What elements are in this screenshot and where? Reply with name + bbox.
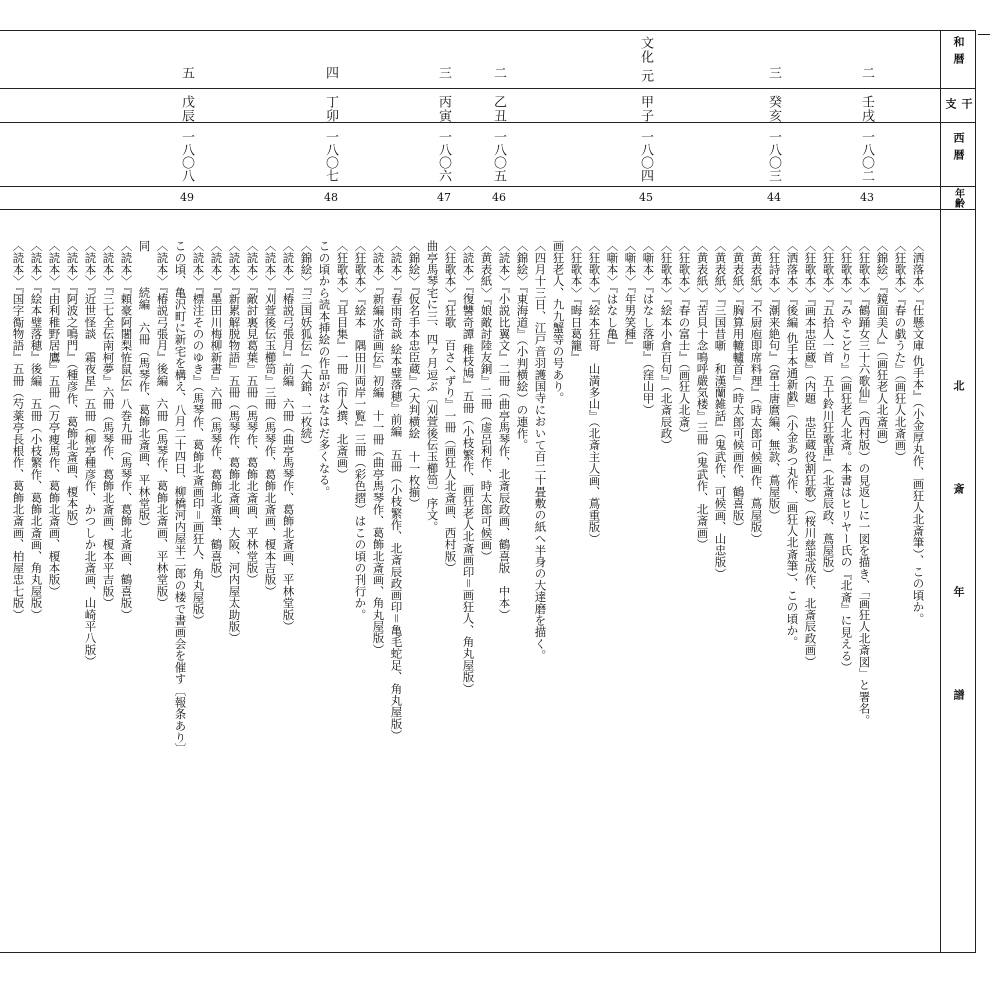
entry-line: 画狂老人、九九蟹等の号あり。: [551, 240, 566, 404]
entry-line: 〈狂歌本〉『晦日葛籠』: [569, 240, 584, 363]
corner-mark: [978, 34, 990, 35]
entry-line: 〈読本〉『絵本璧落穂』後編 五冊（小枝繁作、葛飾北斎画、角丸屋版）: [29, 240, 44, 621]
era-cell: 二: [491, 66, 506, 81]
entry-line: 〈洒落本〉『仕懸文庫 仇手本』（小金厚丸作、画狂人北斎筆）、この頃か。: [911, 240, 926, 625]
era-cell: 文化 元: [638, 36, 653, 84]
entry-line: 〈黄表紙〉『娘敵討陸友銅』二冊（虚呂利作、時太郎可候画）: [479, 240, 494, 562]
entry-line: 〈黄表紙〉『胸算用轆轤首』（時太郎可候画作、鶴喜版）: [731, 240, 746, 533]
entry-line: 〈読本〉『新累解脱物語』五冊（馬琴作、葛飾北斎画、大阪、河内屋太助版）: [227, 240, 242, 644]
age-cell: 46: [492, 191, 506, 204]
entry-line: 〈狂歌本〉『春の戯うた』（画狂人北斎画）: [893, 240, 908, 463]
age-cell: 47: [437, 191, 451, 204]
entry-line: 〈錦絵〉『三国妖狐伝』（大錦、二枚続）: [299, 240, 314, 451]
entry-line: 〈狂歌本〉『五拾人一首 五十鈴川狂歌車』（北斎辰政、蔦屋版）: [821, 240, 836, 580]
age-cell: 44: [767, 191, 781, 204]
page-title-text: 北斎年譜: [952, 380, 965, 792]
year-cell: 一八〇七: [323, 130, 338, 182]
page-title: [942, 380, 974, 840]
entry-line: 〈読本〉『椿説弓張月』後編 六冊（馬琴作、葛飾北斎画、平林堂版）: [155, 240, 170, 609]
entry-line: 〈読本〉『春雨奇談 絵本璧落穂』前編 五冊（小枝繁作、北斎辰政画印＝亀毛蛇足、角丸屋版）: [389, 240, 404, 742]
entry-line: 〈狂歌本〉『鶴踊女三十六歌仙』（西村版）の見返しに一図を描き、「画狂人北斎図」と署名。: [857, 240, 872, 726]
entry-line: 〈噺本〉『はなし亀』: [605, 240, 620, 352]
entry-line: 〈狂歌本〉『春の富士』（画狂人北斎）: [677, 240, 692, 440]
kanshi-cell: 戊辰: [179, 95, 194, 123]
entry-line: 〈錦絵〉『鏡面美人』（画狂老人北斎画）: [875, 240, 890, 451]
era-cell: 三: [766, 66, 781, 81]
entry-line: 〈黄表紙〉『不厨庖即席料理』（時太郎可候画作、蔦屋版）: [749, 240, 764, 545]
year-cell: 一八〇四: [638, 130, 653, 182]
top-rule: [0, 30, 976, 31]
kanshi-cell: 丙寅: [436, 95, 451, 123]
entry-line: 〈読本〉『阿波之鳴門』（種彦作、葛飾北斎画、榎本版）: [65, 240, 80, 533]
era-cell: 四: [323, 66, 338, 81]
entry-line: 〈読本〉『椿説弓張月』前編 六冊（曲亭馬琴作、葛飾北斎画、平林堂版）: [281, 240, 296, 633]
kanshi-row-rule: [0, 122, 976, 123]
kanshi-cell: 癸亥: [766, 95, 781, 123]
age-header: [942, 188, 974, 208]
entry-line: 〈噺本〉『年男笑種』: [623, 240, 638, 352]
entry-line: 〈読本〉『三七全伝南柯夢』六冊（馬琴作、葛飾北斎画、榎本平吉版）: [101, 240, 116, 609]
entry-line: 〈狂詩本〉『潮来絶句』（富士唐麿編、無款、蔦屋版）: [767, 240, 782, 521]
kanshi-cell: 壬戌: [859, 95, 874, 123]
age-cell: 45: [639, 191, 653, 204]
era-row-rule: [0, 88, 976, 89]
entry-line: 〈錦絵〉『東海道』（小判横絵）の連作。: [515, 240, 530, 451]
entry-line: 〈読本〉『墨田川梅柳新書』六冊（馬琴作、葛飾北斎筆、鶴喜版）: [209, 240, 224, 586]
entry-line: この頃から読本挿絵の作品がはなはだ多くなる。: [317, 240, 332, 498]
entry-line: 〈狂歌本〉『耳目集』一冊（市人撰、北斎画）: [335, 240, 350, 480]
age-row-rule: [0, 209, 976, 210]
entry-line: 〈読本〉『新編水滸画伝』初編 十一冊（曲亭馬琴作、葛飾北斎画、角丸屋版）: [371, 240, 386, 656]
era-header: [942, 36, 974, 86]
entry-line: 〈読本〉『敵討裏見葛葉』五冊（馬琴作、葛飾北斎画、平林堂版）: [245, 240, 260, 586]
header-column-rule: [940, 30, 941, 952]
entry-line: 〈狂歌本〉『絵本小倉百句』（北斎辰政）: [659, 240, 674, 451]
era-cell: 二: [859, 66, 874, 81]
entry-line: 同 続編 六冊（馬琴作、葛飾北斎画、平林堂版）: [137, 240, 152, 533]
entry-line: 〈読本〉『国字鵆物語』五冊（芍薬亭長根作、葛飾北斎画、柏屋忠七版）: [11, 240, 26, 621]
entry-line: 〈狂歌本〉『みやこどり』（画狂老人北斎。本書はヒリヤー氏の『北斎』に見える）: [839, 240, 854, 674]
right-edge-rule: [975, 30, 976, 952]
era-cell: 三: [436, 66, 451, 81]
entry-line: 〈読本〉『標注そののゆき』（馬琴作、葛飾北斎画印＝画狂人、角丸屋版）: [191, 240, 206, 627]
kanshi-cell: 甲子: [638, 95, 653, 123]
entry-line: 〈狂歌本〉『絵本 隅田川両岸一覧』三冊（彩色摺）はこの頃の刊行か。: [353, 240, 368, 621]
age-cell: 43: [860, 191, 874, 204]
entry-line: この頃、亀沢町に新宅を構え、八月二十四日、柳橋河内屋半二郎の楼で書画会を催す〔報条あり〕: [173, 240, 188, 755]
age-cell: 49: [180, 191, 194, 204]
year-cell: 一八〇五: [491, 130, 506, 182]
entry-line: 曲亭馬琴宅に三、四ヶ月逗ぶ〔刈萱後伝玉櫛笥〕序文。: [425, 240, 440, 533]
entry-line: 〈黄表紙〉『苦貝十念鳴呼嚴気楼』三冊（鬼武作、北斎画）: [695, 240, 710, 551]
entry-line: 〈黄表紙〉『三国昔噺 和漢蘭雑話』（鬼武作、可候画、山忠版）: [713, 240, 728, 580]
entry-line: 〈読本〉『刈萱後伝玉櫛笥』三冊（馬琴作、葛飾北斎画、榎本吉版）: [263, 240, 278, 597]
kanshi-cell: 丁卯: [323, 95, 338, 123]
era-header-label: 和暦: [952, 36, 965, 70]
entry-line: 〈噺本〉『はなし落噺』（窪山甲）: [641, 240, 656, 416]
year-cell: 一八〇八: [179, 130, 194, 182]
year-row-rule: [0, 186, 976, 187]
entry-line: 〈狂歌本〉『画本忠臣蔵』（内題 忠臣蔵役割狂歌）（桜川慈悲成作、北斎辰政画）: [803, 240, 818, 668]
entry-line: 〈四月十三日、江戸音羽護国寺において百二十畳敷の紙へ半身の大達磨を描く。: [533, 240, 548, 662]
year-header-label: 西暦: [952, 132, 965, 166]
entry-line: 〈錦絵〉『仮名手本忠臣蔵』（大判横絵 十一枚揃）: [407, 240, 422, 510]
era-cell: 五: [179, 66, 194, 81]
age-cell: 48: [324, 191, 338, 204]
entry-line: 〈読本〉『近世怪談 霜夜星』五冊（柳亭種彦作、かつしか北斎画、山崎平八版）: [83, 240, 98, 668]
bottom-rule: [0, 952, 976, 953]
age-header-label: 年齢: [952, 188, 964, 208]
entry-line: 〈読本〉『頼豪阿闍梨恠鼠伝』八巻九冊（馬琴作、葛飾北斎画、鶴喜版）: [119, 240, 134, 621]
year-cell: 一八〇六: [436, 130, 451, 182]
year-cell: 一八〇二: [859, 130, 874, 182]
year-cell: 一八〇三: [766, 130, 781, 182]
kanshi-header: [942, 92, 974, 120]
entry-line: 〈読本〉『小説比翼文』二冊（曲亭馬琴作、北斎辰政画、鶴喜版 中本）: [497, 240, 512, 621]
entry-line: 〈読本〉『由利稚野居鷹』五冊（万亭痩馬作、葛飾北斎画、榎本版）: [47, 240, 62, 597]
entry-line: 〈狂歌本〉『絵本狂哥 山満多山』（北斎主人画、蔦重版）: [587, 240, 602, 545]
entry-line: 〈洒落本〉『後編 仇手本通新戯』（小金あつ丸作、画狂人北斎筆）、この頃か。: [785, 240, 800, 648]
entry-line: 〈読本〉『復讐奇譚 稚枝鳩』五冊（小枝繁作、画狂老人北斎画印＝画狂人、角丸屋版）: [461, 240, 476, 695]
kanshi-cell: 乙丑: [491, 95, 506, 123]
kanshi-header-label: 干支: [944, 97, 973, 115]
entry-line: 〈狂歌本〉『狂歌 百さへずり』一冊（画狂人北斎画、西村版）: [443, 240, 458, 574]
year-header: [942, 132, 974, 184]
